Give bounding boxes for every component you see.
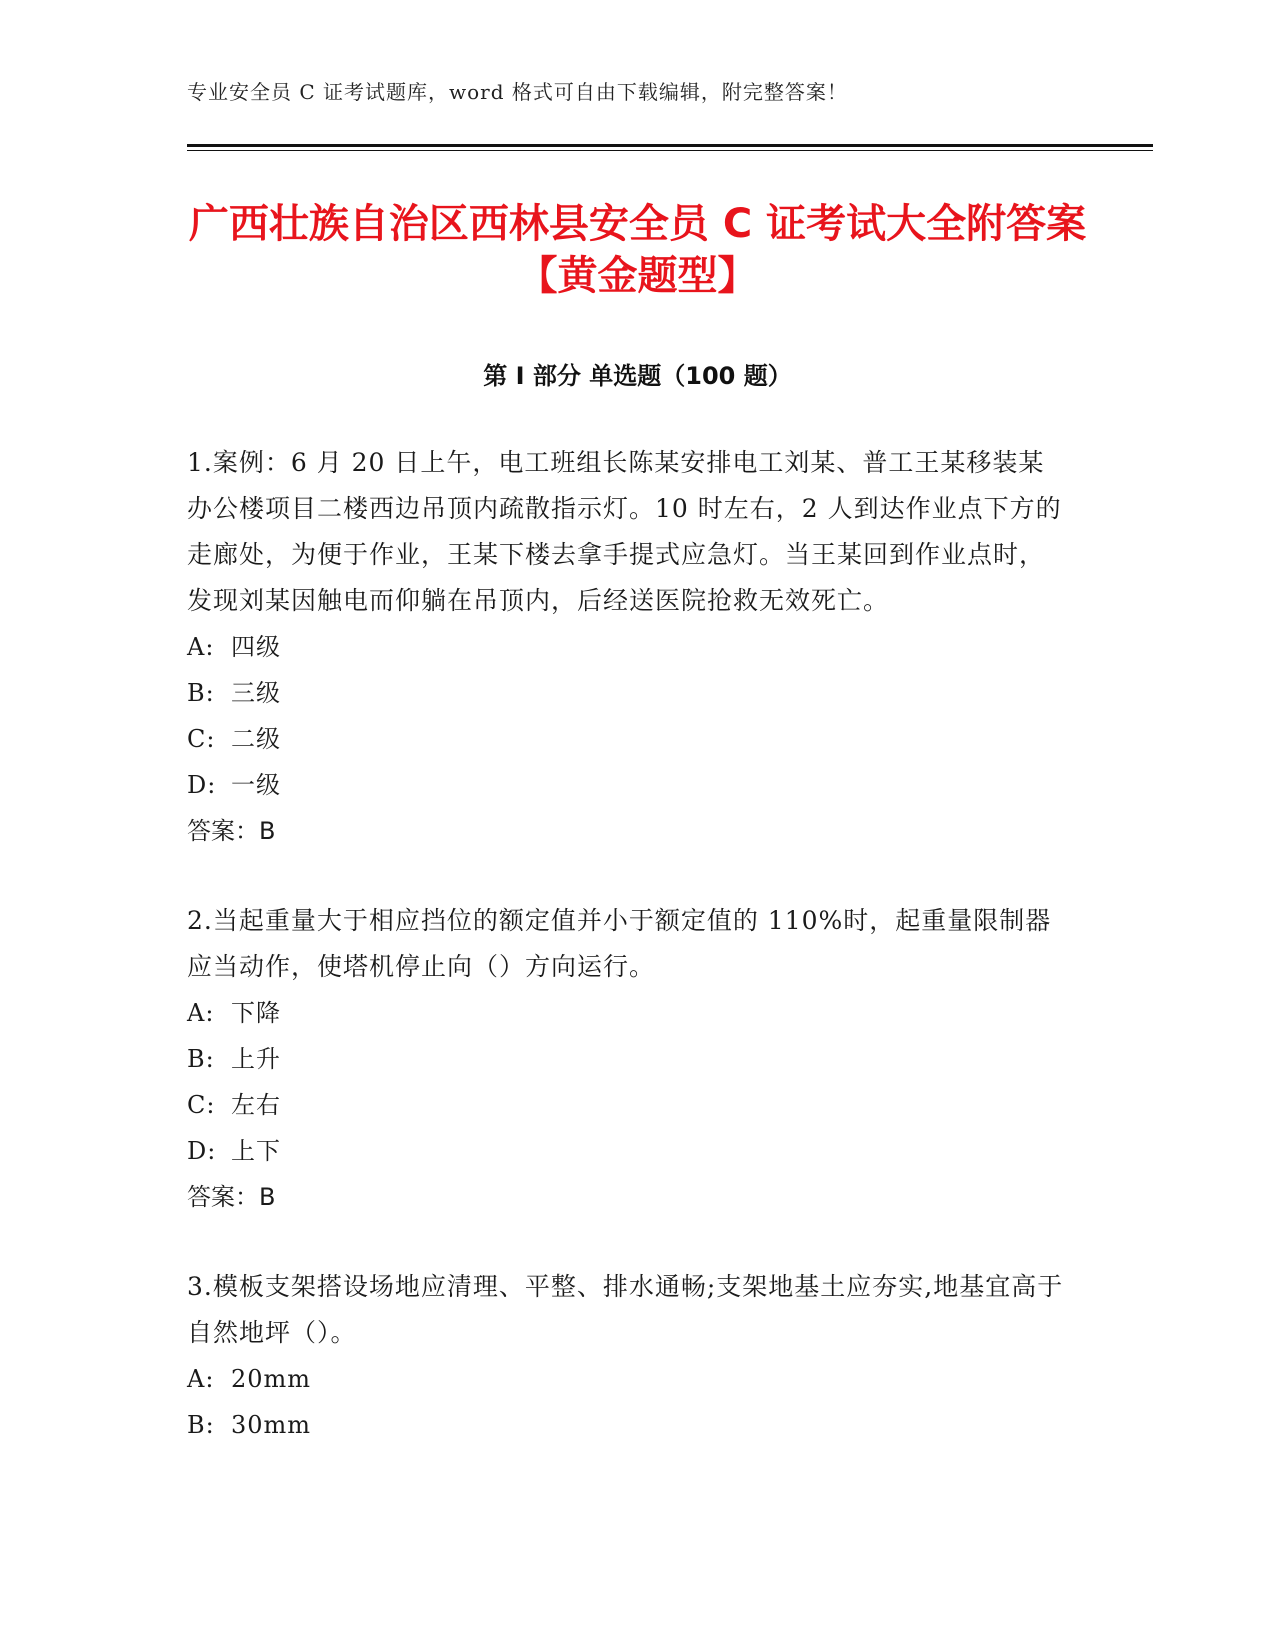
option-text: 左右 <box>231 1091 281 1119</box>
option-text: 一级 <box>231 771 281 799</box>
option-b <box>187 1036 1067 1082</box>
option-text: 三级 <box>231 679 281 707</box>
question-text: 3.模板支架搭设场地应清理、平整、排水通畅;支架地基土应夯实,地基宜高于自然地坪（）。 <box>187 1272 1064 1347</box>
option-key: C: <box>187 725 216 753</box>
answer-line: 答案：B <box>187 1183 276 1211</box>
document-title: 广西壮族自治区西林县安全员 C 证考试大全附答案【黄金题型】 <box>188 201 1087 299</box>
answer-line: 答案：B <box>187 817 276 845</box>
option-key: D: <box>187 771 217 799</box>
header-divider-thin <box>187 150 1153 151</box>
option-text: 30mm <box>231 1411 312 1439</box>
option-b <box>187 670 1067 716</box>
option-c <box>187 716 1067 762</box>
option-key: B: <box>187 1411 215 1439</box>
option-key: A: <box>187 999 215 1027</box>
option-a <box>187 1356 1067 1402</box>
header-divider-thick <box>187 144 1153 147</box>
option-text: 上升 <box>231 1045 281 1073</box>
option-d <box>187 1128 1067 1174</box>
question-text: 2.当起重量大于相应挡位的额定值并小于额定值的 110%时，起重量限制器应当动作，使塔机停止向（）方向运行。 <box>187 906 1052 981</box>
option-a <box>187 624 1067 670</box>
header-note: 专业安全员 C 证考试题库，word 格式可自由下载编辑，附完整答案！ <box>187 80 848 104</box>
question-1 <box>187 440 1067 854</box>
section-title: 第 I 部分 单选题（100 题） <box>483 362 792 390</box>
option-text: 下降 <box>231 999 281 1027</box>
option-key: D: <box>187 1137 217 1165</box>
option-d <box>187 762 1067 808</box>
option-c <box>187 1082 1067 1128</box>
question-2 <box>187 898 1067 1220</box>
option-key: A: <box>187 1365 215 1393</box>
option-key: A: <box>187 633 215 661</box>
option-key: C: <box>187 1091 216 1119</box>
question-list <box>187 440 1067 1492</box>
option-key: B: <box>187 679 215 707</box>
question-3 <box>187 1264 1067 1448</box>
option-text: 二级 <box>231 725 281 753</box>
option-text: 20mm <box>231 1365 312 1393</box>
option-b <box>187 1402 1067 1448</box>
option-text: 上下 <box>231 1137 281 1165</box>
question-text: 1.案例：6 月 20 日上午，电工班组长陈某安排电工刘某、普工王某移装某办公楼项目二楼西边吊顶内疏散指示灯。10 时左右，2 人到达作业点下方的走廊处，为便于作业，王某下楼去拿手提式应急灯。当王某回到作业点时，发现刘某因触电而仰躺在吊顶内，后经送医院抢救无效死亡。 <box>187 448 1062 615</box>
option-a <box>187 990 1067 1036</box>
option-key: B: <box>187 1045 215 1073</box>
option-text: 四级 <box>231 633 281 661</box>
